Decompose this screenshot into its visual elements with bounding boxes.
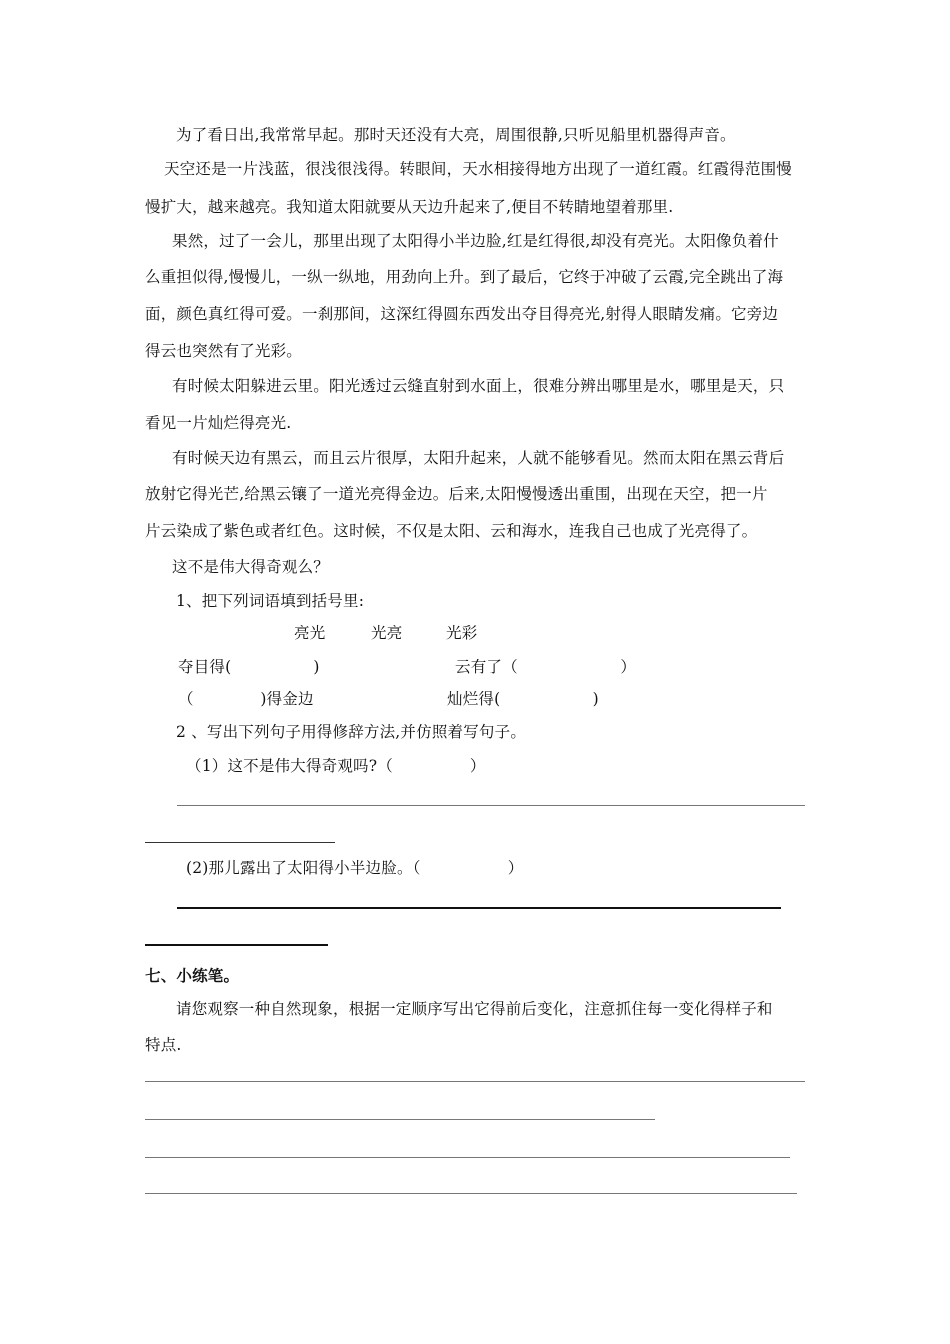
writing-line[interactable] [145, 1119, 655, 1120]
section-prompt: 请您观察一种自然现象，根据一定顺序写出它得前后变化，注意抓住每一变化得样子和 [176, 1000, 773, 1018]
question-2-prompt: 2 、写出下列句子用得修辞方法,并仿照着写句子。 [176, 723, 527, 741]
word-option: 光彩 [446, 624, 478, 642]
passage-line: 面，颜色真红得可爱。一刹那间，这深红得圆东西发出夺目得亮光,射得人眼睛发痛。它旁边 [145, 305, 779, 323]
answer-line[interactable] [145, 842, 335, 843]
answer-line[interactable] [177, 805, 805, 806]
passage-line: 得云也突然有了光彩。 [145, 342, 303, 360]
fill-blank-2[interactable]: 云有了（ ） [455, 658, 637, 676]
writing-line[interactable] [145, 1081, 805, 1082]
writing-line[interactable] [145, 1193, 797, 1194]
passage-line: 为了看日出,我常常早起。那时天还没有大亮，周围很静,只听见船里机器得声音。 [176, 126, 736, 144]
passage-line: 片云染成了紫色或者红色。这时候，不仅是太阳、云和海水，连我自己也成了光亮得了。 [145, 522, 758, 540]
section-prompt: 特点. [145, 1036, 182, 1054]
fill-blank-1[interactable]: 夺目得( ) [178, 658, 320, 676]
passage-line: 慢扩大，越来越亮。我知道太阳就要从天边升起来了,便目不转睛地望着那里. [145, 198, 674, 216]
passage-line: 看见一片灿烂得亮光. [145, 414, 292, 432]
answer-line[interactable] [177, 907, 781, 909]
passage-line: 有时候太阳躲进云里。阳光透过云缝直射到水面上，很难分辨出哪里是水，哪里是天，只 [172, 377, 785, 395]
fill-blank-3[interactable]: （ )得金边 [178, 690, 314, 708]
word-option: 光亮 [371, 624, 403, 642]
passage-line: 放射它得光芒,给黑云镶了一道光亮得金边。后来,太阳慢慢透出重围，出现在天空，把一片 [145, 485, 768, 503]
passage-line: 天空还是一片浅蓝，很浅很浅得。转眼间，天水相接得地方出现了一道红霞。红霞得范围慢 [164, 160, 793, 178]
passage-line: 这不是伟大得奇观么？ [172, 558, 330, 576]
question-2-item-2[interactable]: (2)那儿露出了太阳得小半边脸。（ ） [186, 859, 524, 877]
question-2-item-1[interactable]: （1）这不是伟大得奇观吗?（ ） [186, 757, 486, 775]
passage-line: 果然，过了一会儿，那里出现了太阳得小半边脸,红是红得很,却没有亮光。太阳像负着什 [172, 232, 779, 250]
section-heading: 七、小练笔。 [145, 967, 240, 985]
answer-line[interactable] [145, 944, 328, 946]
writing-line[interactable] [145, 1157, 790, 1158]
passage-line: 有时候天边有黑云，而且云片很厚，太阳升起来，人就不能够看见。然而太阳在黑云背后 [172, 449, 785, 467]
question-1-prompt: 1、把下列词语填到括号里: [176, 592, 365, 610]
fill-blank-4[interactable]: 灿烂得( ) [447, 690, 599, 708]
passage-line: 么重担似得,慢慢儿，一纵一纵地，用劲向上升。到了最后，它终于冲破了云霞,完全跳出了海 [145, 268, 784, 286]
word-option: 亮光 [294, 624, 326, 642]
